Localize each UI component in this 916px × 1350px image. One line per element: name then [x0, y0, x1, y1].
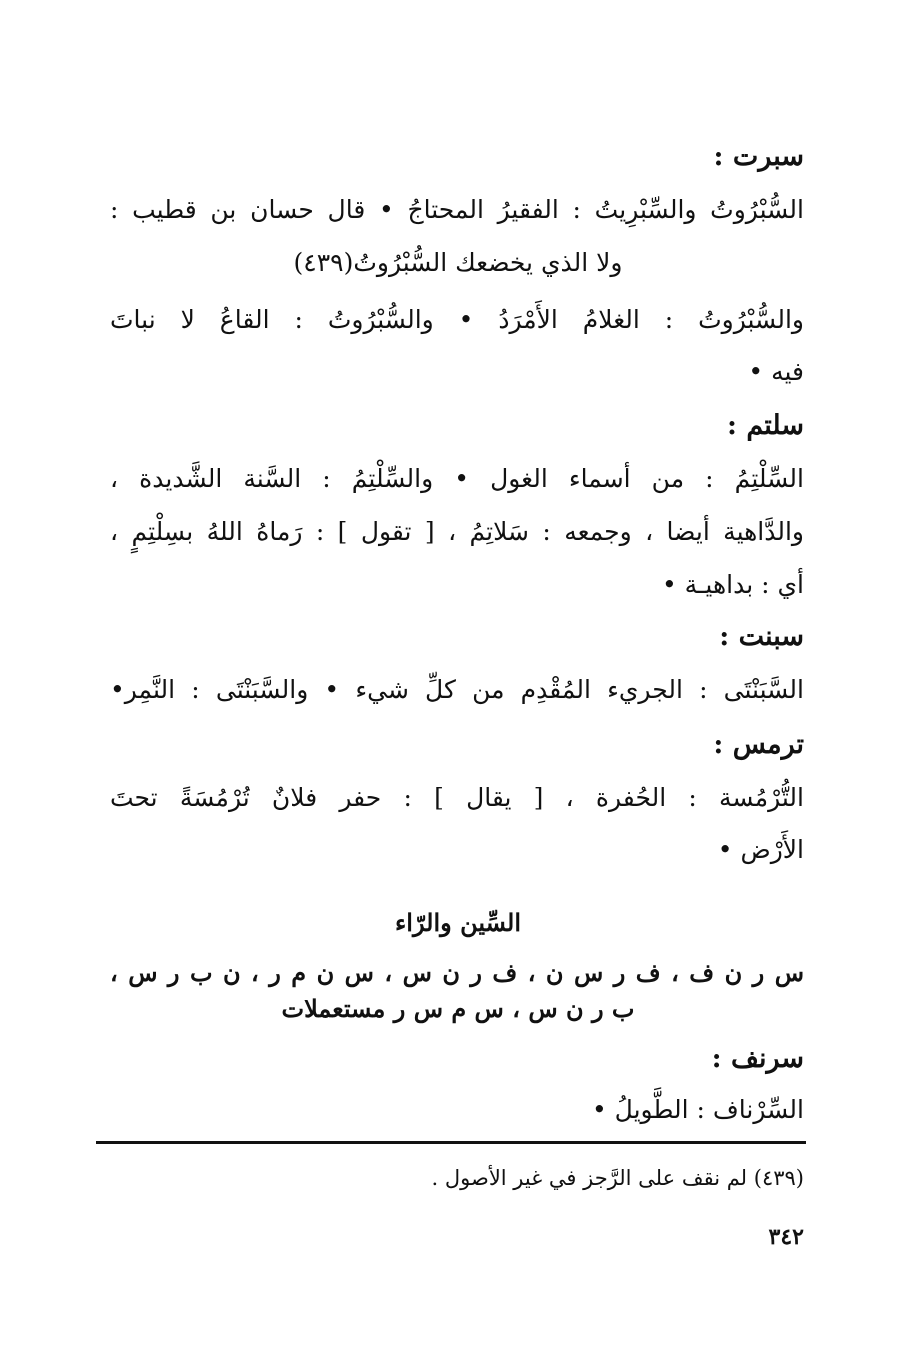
entry-heading-sbrt: سبرت :	[713, 141, 804, 172]
page-number: ٣٤٢	[768, 1224, 804, 1250]
entry-heading-trms: ترمس :	[713, 729, 804, 760]
entry-text-line: السِّلْتِمُ : من أسماء الغول • والسِّلْتِمُ : السَّنة الشَّديدة ،	[110, 464, 804, 493]
entry-text-line: السُّبْرُوتُ والسِّبْرِيتُ : الفقيرُ المحتاجُ • قال حسان بن قطيب :	[110, 195, 804, 224]
entry-text-line: السَّبَنْتَى : الجريء المُقْدِم من كلِّ شيء • والسَّبَنْتَى : النَّمِر•	[110, 675, 804, 704]
section-root-list: ب ر ن س ، س م س ر مستعملات	[281, 994, 635, 1023]
entry-text-line: التُّرْمُسة : الحُفرة ، [ يقال ] : حفر فلانٌ تُرْمُسَةً تحتَ	[110, 783, 804, 812]
entry-text-line: والدَّاهية أيضا ، وجمعه : سَلاتِمُ ، [ تقول ] : رَماهُ اللهُ بسِلْتِمٍ ،	[110, 517, 804, 546]
entry-heading-sltm: سلتم :	[726, 410, 804, 441]
entry-text-line: السِّرْناف : الطَّويلُ •	[591, 1095, 804, 1124]
entry-text-line: أي : بداهيـة •	[661, 570, 804, 599]
footnote: (٤٣٩) لم نقف على الرَّجز في غير الأصول .	[431, 1166, 804, 1190]
section-title: السِّين والرّاء	[394, 908, 522, 937]
section-root-list: س ر ن ف ، ف ر س ن ، ف ر ن س ، س ن م ر ، ن ب ر س ،	[110, 958, 804, 987]
entry-text-line: الأَرْض •	[717, 835, 804, 864]
verse-line: ولا الذي يخضعك السُّبْرُوتُ(٤٣٩)	[293, 248, 623, 277]
footnote-divider	[96, 1141, 806, 1144]
entry-text-line: فيه •	[748, 357, 804, 386]
entry-text-line: والسُّبْرُوتُ : الغلامُ الأَمْرَدُ • والسُّبْرُوتُ : القاعُ لا نباتَ	[110, 305, 804, 334]
entry-heading-sbnt: سبنت :	[719, 621, 804, 652]
entry-heading-srnf: سرنف :	[711, 1043, 804, 1074]
